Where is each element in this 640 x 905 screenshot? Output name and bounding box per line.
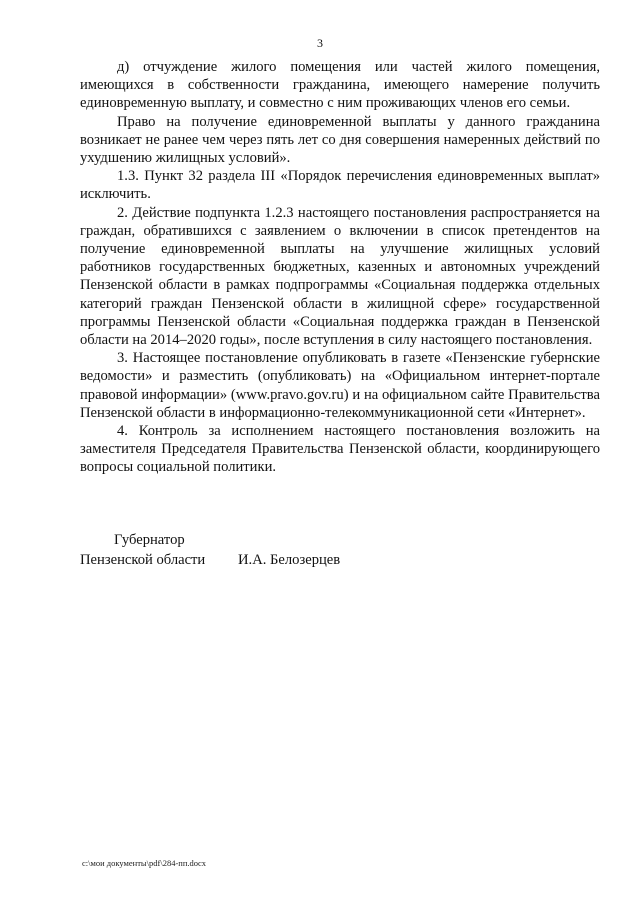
file-path-footer: c:\мои документы\pdf\284-пп.docx — [82, 858, 207, 868]
signatory-title-line2: Пензенской области — [80, 552, 206, 568]
paragraph-4: 4. Контроль за исполнением настоящего постановления возложить на заместителя Председателя Правительства Пензенской области, координирующего вопросы социальной политики. — [80, 423, 600, 476]
paragraph-3: 3. Настоящее постановление опубликовать в газете «Пензенские губернские ведомости» и разместить (опубликовать) на «Официальном интернет-портале правовой информации» (www.pravo.gov.ru) и на официальном сайте Правительства Пензенской области в информационно-телекоммуникационной сети «Интернет». — [80, 350, 600, 421]
paragraph-2: 2. Действие подпункта 1.2.3 настоящего постановления распространяется на граждан, обратившихся с заявлением о включении в список претендентов на получение единовременной выплаты на улучшение жилищных условий работников государственных бюджетных, казенных и автономных учреждений Пензенской области в рамках подпрограммы «Социальная поддержка отдельных категорий граждан Пензенской области в жилищной сфере» государственной программы Пензенской области «Социальная поддержка граждан в Пензенской области на 2014–2020 годы», после вступления в силу настоящего постановления. — [80, 204, 600, 349]
paragraph-1-3: 1.3. Пункт 32 раздела III «Порядок перечисления единовременных выплат» исключить. — [80, 168, 600, 203]
signatory-title-line1: Губернатор — [114, 532, 185, 548]
page-number: 3 — [317, 36, 323, 50]
document-body — [80, 58, 600, 477]
signatory-name: И.А. Белозерцев — [238, 552, 341, 568]
paragraph-right-to-payment: Право на получение единовременной выплаты у данного гражданина возникает не ранее чем через пять лет со дня совершения намеренных действий по ухудшению жилищных условий». — [80, 113, 600, 167]
paragraph-item-d: д) отчуждение жилого помещения или частей жилого помещения, имеющихся в собственности гражданина, имеющего намерение получить единовременную выплату, и совместно с ним проживающих членов его семьи. — [80, 59, 600, 112]
